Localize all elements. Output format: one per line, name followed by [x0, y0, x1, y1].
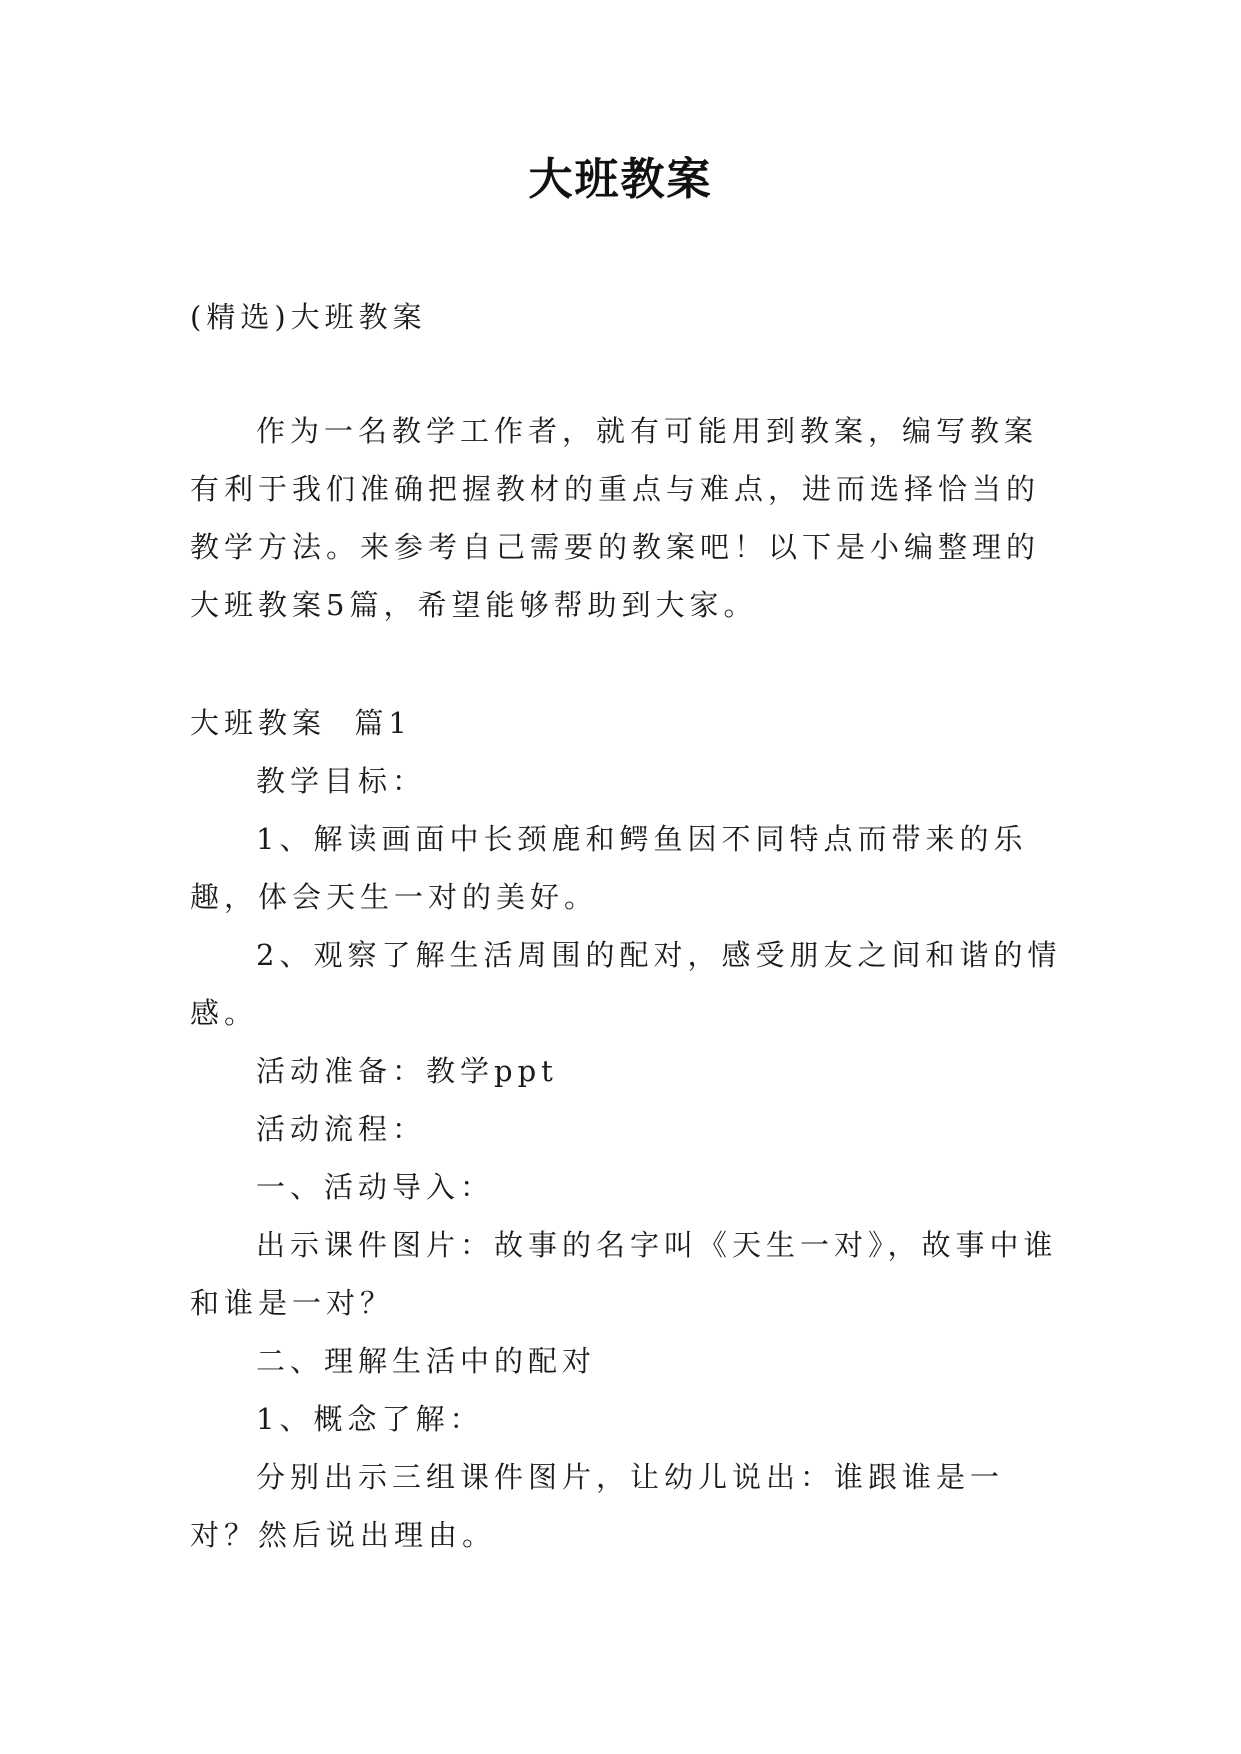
document-title: 大班教案	[528, 154, 713, 205]
section-1	[190, 694, 1070, 1564]
intro-block	[190, 402, 1070, 634]
paragraph-goal-2: 2、观察了解生活周围的配对，感受朋友之间和谐的情感。	[190, 938, 1062, 1030]
paragraph-teaching-goals: 教学目标：	[256, 764, 427, 798]
paragraph-goal-1: 1、解读画面中长颈鹿和鳄鱼因不同特点而带来的乐趣，体会天生一对的美好。	[190, 822, 1028, 914]
paragraph-concept: 1、概念了解：	[256, 1402, 484, 1436]
paragraph-concept-detail: 分别出示三组课件图片，让幼儿说出：谁跟谁是一对？然后说出理由。	[190, 1460, 1005, 1552]
intro-paragraph: 作为一名教学工作者，就有可能用到教案，编写教案有利于我们准确把握教材的重点与难点，进而选择恰当的教学方法。来参考自己需要的教案吧！以下是小编整理的大班教案5篇，希望能够帮助到大家。	[190, 414, 1041, 622]
paragraph-step-2: 二、理解生活中的配对	[256, 1344, 597, 1378]
paragraph-preparation: 活动准备：教学ppt	[256, 1054, 558, 1088]
paragraph-process: 活动流程：	[256, 1112, 427, 1146]
document-subtitle: (精选)大班教案	[190, 300, 427, 334]
paragraph-step-1: 一、活动导入：	[256, 1170, 495, 1204]
section-heading: 大班教案 篇1	[190, 706, 412, 740]
paragraph-step-1-detail: 出示课件图片：故事的名字叫《天生一对》，故事中谁和谁是一对？	[190, 1228, 1058, 1320]
